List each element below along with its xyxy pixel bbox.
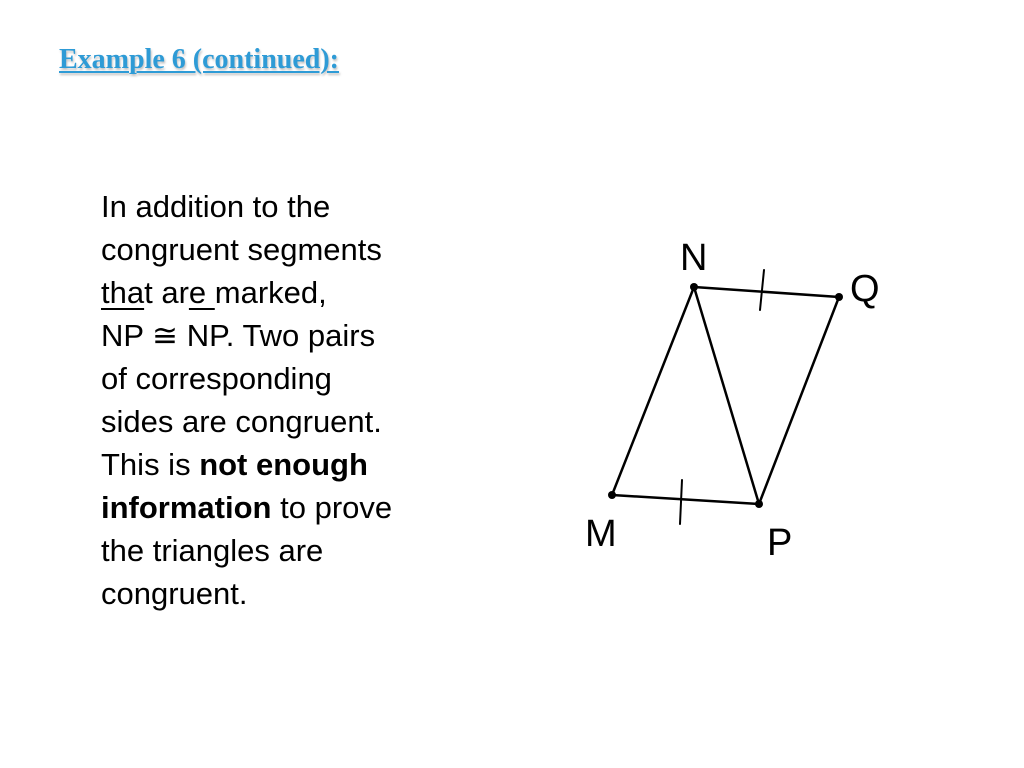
text-line	[101, 443, 501, 486]
congruence-statement: NP ≅ NP. Two pairs	[101, 318, 376, 353]
segment-MP	[612, 495, 759, 504]
label-P: P	[767, 522, 793, 564]
tick-mark-NQ	[760, 270, 764, 310]
underlined-text: e	[188, 275, 215, 310]
label-Q: Q	[850, 268, 880, 310]
text-line: congruent.	[101, 576, 248, 611]
point-M	[608, 491, 616, 499]
point-Q	[835, 293, 843, 301]
point-P	[755, 500, 763, 508]
text-fragment: t ar	[144, 275, 189, 310]
text-fragment: This is	[101, 447, 200, 482]
slide-title: Example 6 (continued):	[59, 44, 339, 75]
segment-QP	[759, 297, 839, 504]
text-line: congruent segments	[101, 232, 382, 267]
segment-NP	[694, 287, 759, 504]
bold-text: not enough	[199, 447, 368, 482]
text-line	[101, 271, 501, 314]
text-fragment: to prove	[271, 490, 393, 525]
point-N	[690, 283, 698, 291]
text-line: In addition to the	[101, 189, 331, 224]
bold-text: information	[101, 490, 272, 525]
tick-mark-MP	[680, 480, 682, 524]
underlined-text: tha	[101, 275, 145, 310]
text-line	[101, 486, 501, 529]
explanation-text	[101, 185, 501, 615]
parallelogram-figure	[560, 220, 900, 580]
text-line: of corresponding	[101, 361, 332, 396]
label-N: N	[680, 237, 708, 279]
text-line: the triangles are	[101, 533, 324, 568]
segment-NM	[612, 287, 694, 495]
text-fragment: marked,	[214, 275, 327, 310]
segment-NQ	[694, 287, 839, 297]
text-line: sides are congruent.	[101, 404, 382, 439]
label-M: M	[585, 513, 617, 555]
